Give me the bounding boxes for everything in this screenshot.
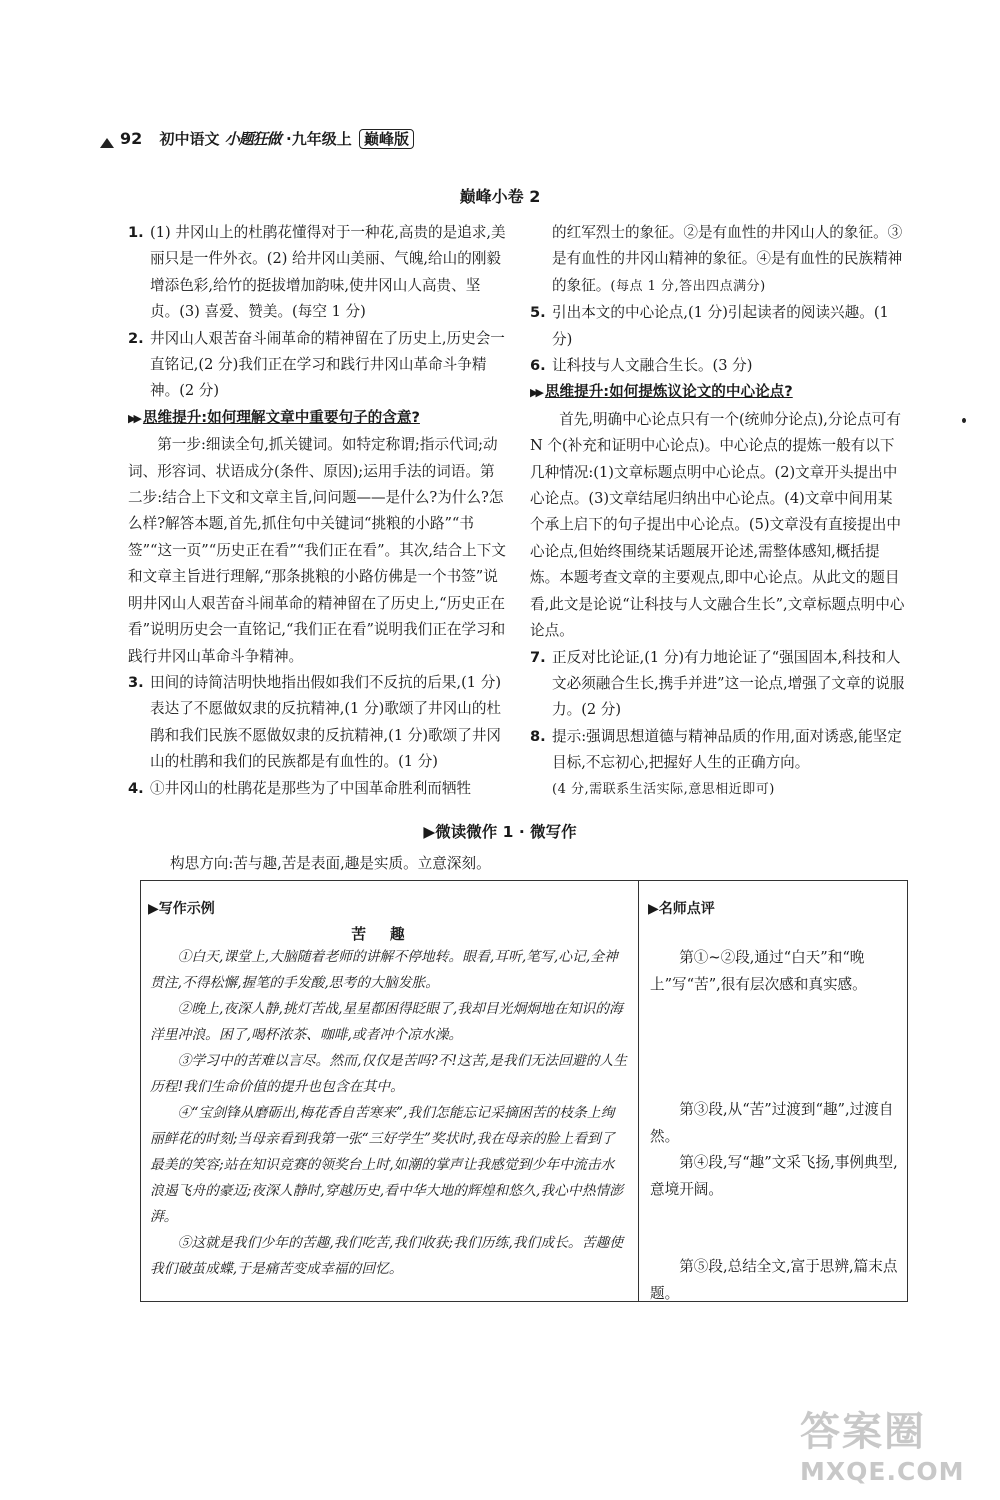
answer-4-continued: [530, 220, 905, 300]
answer-7: [530, 645, 905, 724]
answer-number: 2.: [128, 329, 144, 347]
watermark-url: MXQE.COM: [800, 1457, 965, 1486]
answer-number: 3.: [128, 673, 144, 691]
arrow-icon: ▶: [648, 901, 659, 917]
answer-text: 的红军烈士的象征。②是有血性的井冈山人的象征。③是有血性的井冈山精神的象征。④是有血性的民族精神的象征。: [552, 224, 903, 294]
example-label-text: 写作示例: [158, 901, 215, 917]
comment-2: [650, 1097, 898, 1150]
page-header: [120, 128, 414, 149]
comment-text: 第⑤段,总结全文,富于思辨,篇末点题。: [650, 1258, 898, 1302]
comment-1: [650, 945, 898, 998]
watermark: [800, 1400, 964, 1486]
grade: ·九年级上: [286, 130, 352, 148]
score-note: (4 分,需联系生活实际,意思相近即可): [552, 781, 775, 797]
micro-heading-text: 微读微作 1 · 微写作: [435, 823, 577, 841]
answer-text: 让科技与人文融合生长。(3 分): [552, 357, 753, 375]
left-column: [128, 220, 508, 802]
answer-number: 7.: [530, 648, 546, 666]
corner-mark-icon: [100, 136, 114, 148]
answer-number: 5.: [530, 304, 546, 322]
section-title: 巅峰小卷 2: [459, 187, 541, 206]
edition-badge: 巅峰版: [359, 129, 414, 149]
answer-2: [128, 326, 508, 405]
tip-2-body: 首先,明确中心论点只有一个(统帅分论点),分论点可有 N 个(补充和证明中心论点)。中心论点的提炼一般有以下几种情况:(1)文章标题点明中心论点。(2)文章开头提出中心论点。(3)文章结尾归纳出中心论点。(4)文章中间用某个承上启下的句子提出中心论点。(5)文章没有直接提出中心论点,但始终围绕某话题展开论述,需整体感知,概括提炼。本题考查文章的主要观点,即中心论点。从此文的题目看,此文是论说“让科技与人文融合生长”,文章标题点明中心论点。: [530, 410, 905, 640]
comment-text: 第①~②段,通过“白天”和“晚上”写“苦”,很有层次感和真实感。: [650, 949, 867, 993]
writing-direction: 构思方向:苦与趣,苦是表面,趣是实质。立意深刻。: [170, 855, 491, 872]
double-arrow-icon: ▶▶: [530, 386, 541, 400]
example-label: [148, 898, 215, 918]
comment-4: [650, 1254, 898, 1307]
answer-3: [128, 670, 508, 776]
answer-number: 4.: [128, 779, 144, 797]
thinking-tip-1: [128, 405, 508, 432]
answer-6: [530, 353, 905, 379]
comment-label: [648, 898, 715, 918]
double-arrow-icon: ▶▶: [128, 411, 139, 425]
answer-number: 1.: [128, 224, 144, 241]
essay-paragraph: ④“宝剑锋从磨砺出,梅花香自苦寒来”,我们怎能忘记采摘困苦的枝条上绚丽鲜花的时刻;当母亲看到我第一张“三好学生”奖状时,我在母亲的脸上看到了最美的笑容;站在知识竞赛的领奖台上时,如潮的掌声让我感觉到少年中流击水浪遏飞舟的豪迈;夜深人静时,穿越历史,看中华大地的辉煌和悠久,我心中热情澎湃。: [150, 1105, 624, 1225]
thinking-tip-2: [530, 379, 905, 406]
stray-dot: [962, 418, 966, 423]
right-column: [530, 220, 905, 803]
answer-text: 田间的诗简洁明快地指出假如我们不反抗的后果,(1 分)表达了不愿做奴隶的反抗精神,(1 分)歌颂了井冈山的杜鹃和我们民族不愿做奴隶的反抗精神,(1 分)歌颂了井冈山的杜鹃和我们的民族都是有血性的。(1 分): [150, 673, 502, 771]
answer-text: 提示:强调思想道德与精神品质的作用,面对诱惑,能坚定目标,不忘初心,把握好人生的正确方向。: [552, 727, 902, 772]
essay-body: [150, 944, 628, 1282]
essay-title: 苦趣: [351, 926, 429, 943]
answer-text: 正反对比论证,(1 分)有力地论证了“强国固本,科技和人文必须融合生长,携手并进”这一论点,增强了文章的说服力。(2 分): [552, 648, 905, 719]
answer-number: 8.: [530, 727, 546, 745]
column-divider: [638, 880, 639, 1302]
arrow-icon: ▶: [423, 823, 436, 841]
score-note: (每点 1 分,答出四点满分): [610, 278, 766, 294]
answer-text: 井冈山人艰苦奋斗闹革命的精神留在了历史上,历史会一直铭记,(2 分)我们正在学习和践行井冈山革命斗争精神。(2 分): [150, 329, 505, 400]
page-number: 92: [120, 129, 143, 148]
tip-heading: 思维提升:如何理解文章中重要句子的含意?: [142, 408, 420, 426]
answer-4: [128, 776, 508, 802]
essay-paragraph: ①白天,课堂上,大脑随着老师的讲解不停地转。眼看,耳听,笔写,心记,全神贯注,不得松懈,握笔的手发酸,思考的大脑发胀。: [150, 949, 618, 991]
answer-text: (1) 井冈山上的杜鹃花懂得对于一种花,高贵的是追求,美丽只是一件外衣。(2) 给井冈山美丽、气魄,给山的刚毅增添色彩,给竹的挺拔增加韵味,使井冈山人高贵、坚贞。(3) 喜爱、赞美。(每空 1 分): [150, 224, 506, 321]
series-logo: 小题狂做: [224, 130, 281, 148]
essay-paragraph: ⑤这就是我们少年的苦趣,我们吃苦,我们收获;我们历练,我们成长。苦趣使我们破茧成蝶,于是痛苦变成幸福的回忆。: [150, 1235, 624, 1277]
arrow-icon: ▶: [148, 901, 159, 917]
answer-number: 6.: [530, 357, 546, 375]
comment-3: [650, 1150, 898, 1203]
micro-writing-heading: [0, 820, 1000, 842]
answer-1: [128, 220, 508, 326]
answer-text: ①井冈山的杜鹃花是那些为了中国革命胜利而牺牲: [150, 779, 472, 797]
comment-text: 第③段,从“苦”过渡到“趣”,过渡自然。: [650, 1101, 894, 1145]
watermark-text: 答案圈: [800, 1409, 926, 1455]
essay-paragraph: ②晚上,夜深人静,挑灯苦战,星星都困得眨眼了,我却目光炯炯地在知识的海洋里冲浪。困了,喝杯浓茶、咖啡,或者冲个凉水澡。: [150, 1001, 623, 1043]
answer-5: [530, 300, 905, 353]
comment-text: 第④段,写“趣”文采飞扬,事例典型,意境开阔。: [650, 1154, 898, 1198]
tip-1-body: 第一步:细读全句,抓关键词。如特定称谓;指示代词;动词、形容词、状语成分(条件、原因);运用手法的词语。第二步:结合上下文和文章主旨,问问题——是什么?为什么?怎么样?解答本题,首先,抓住句中关键词“挑粮的小路”“书签”“这一页”“历史正在看”“我们正在看”。其次,结合上下文和文章主旨进行理解,“那条挑粮的小路仿佛是一个书签”说明井冈山人艰苦奋斗闹革命的精神留在了历史上,“历史正在看”说明历史会一直铭记,“我们正在看”说明我们正在学习和践行井冈山革命斗争精神。: [128, 436, 506, 665]
subject: 初中语文: [159, 130, 220, 148]
answer-8: [530, 724, 905, 803]
tip-heading: 思维提升:如何提炼议论文的中心论点?: [544, 383, 793, 401]
comment-label-text: 名师点评: [658, 901, 715, 917]
answer-text: 引出本文的中心论点,(1 分)引起读者的阅读兴趣。(1 分): [552, 304, 889, 348]
essay-paragraph: ③学习中的苦难以言尽。然而,仅仅是苦吗?不!这苦,是我们无法回避的人生历程!我们生命价值的提升也包含在其中。: [150, 1053, 628, 1095]
